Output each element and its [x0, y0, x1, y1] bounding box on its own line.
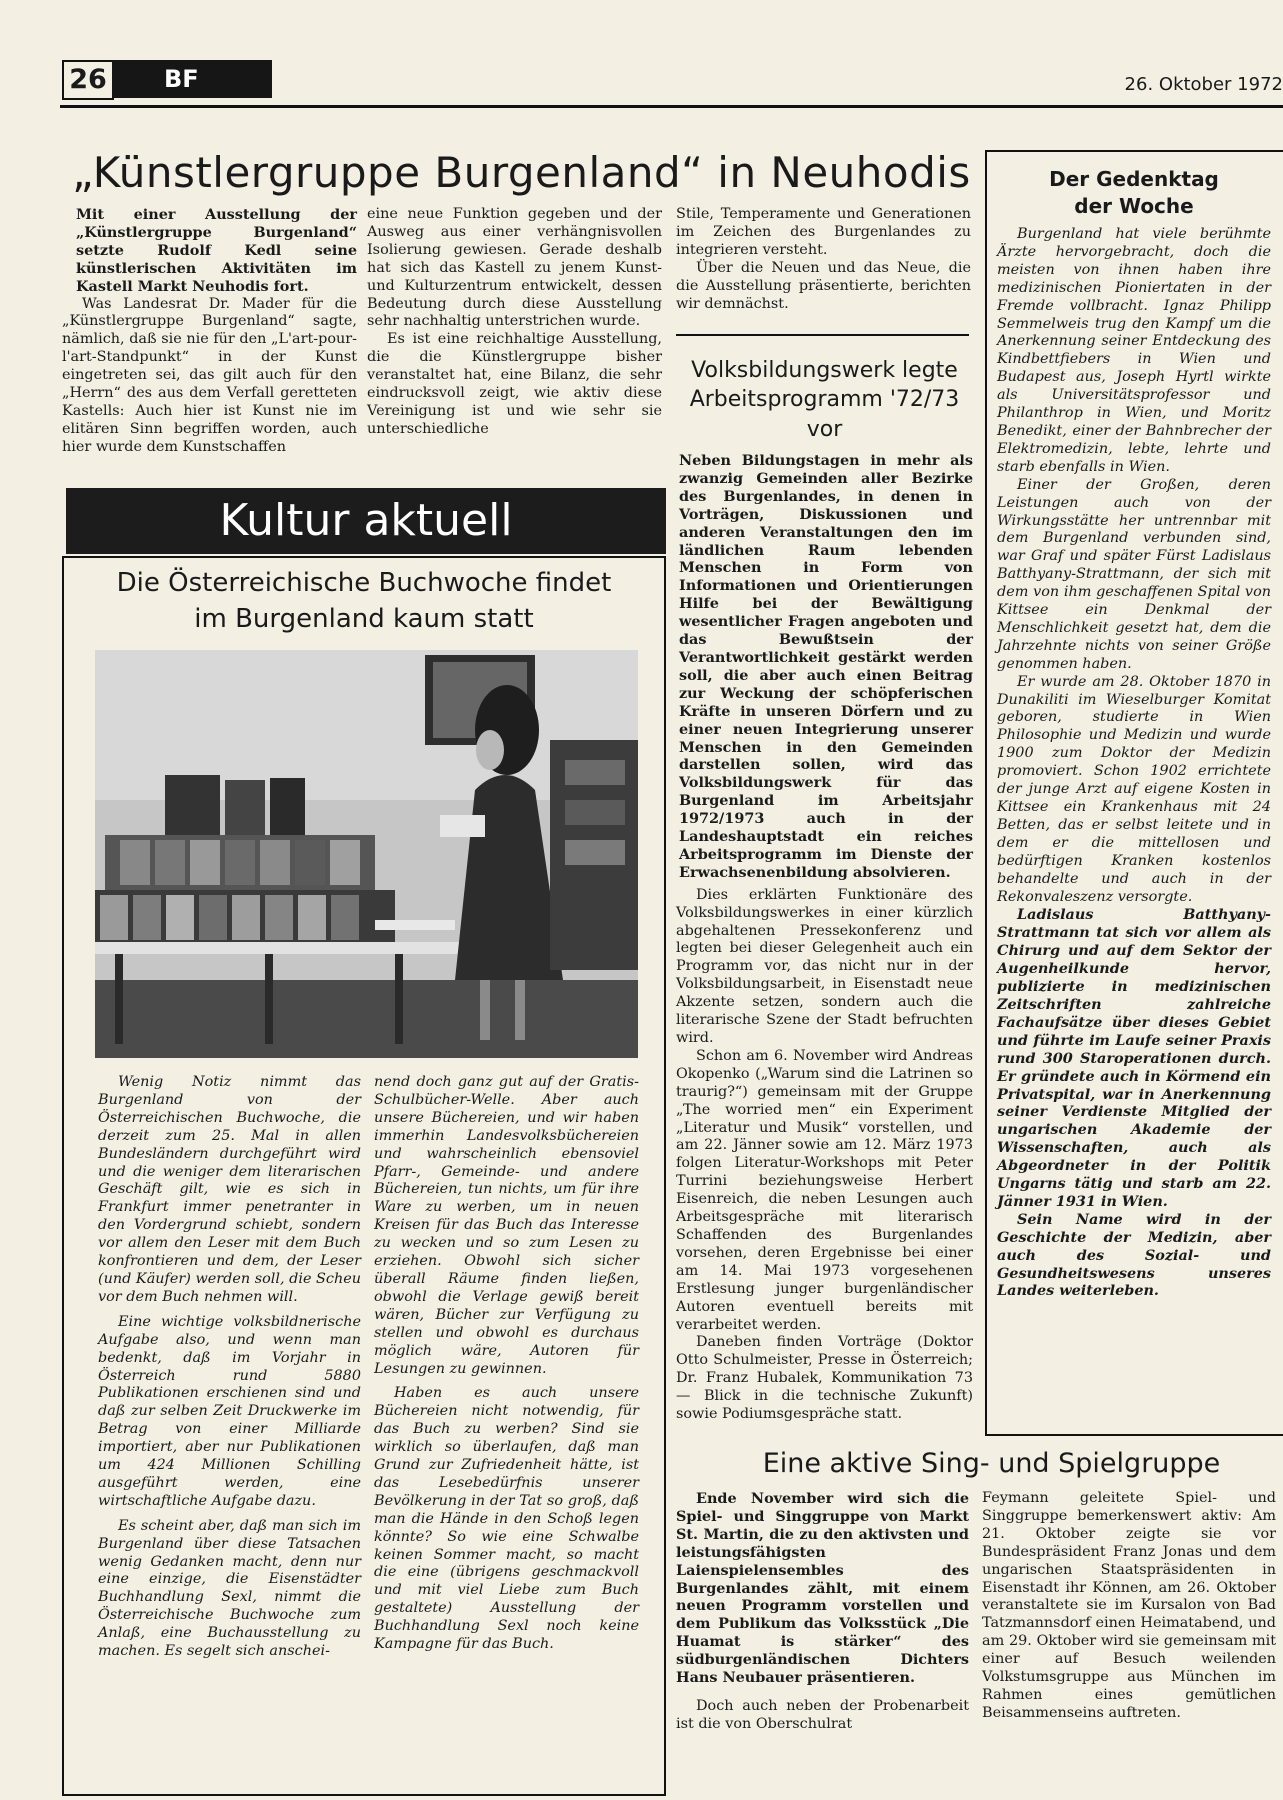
singgruppe-column-2: [982, 1490, 1276, 1723]
buchwoche-column-2: [374, 1074, 639, 1654]
kuenstler-column-2: [367, 206, 662, 439]
gedenktag-headline-line1: Der Gedenktag: [1049, 167, 1219, 191]
volksbildung-paragraph: Schon am 6. November wird Andreas Okopenko („Warum sind die Latrinen so traurig?“) gemeinsam mit der Gruppe „The worried men“ ein Experiment „Literatur und Musik“ vorstellen, und am 22. Jänner sowie am 12. März 1973 folgen Literatur-Workshops mit Peter Turrini beziehungsweise Herbert Eisenreich, die neben Lesungen auch Arbeitsgespräche mit literarisch Schaffenden des Burgenlandes vorsehen, deren Ergebnisse bei einer am 14. Mai 1973 vorgesehenen Erstlesung junger burgenländischer Autoren eventuell bereits mit verarbeitet werden.: [676, 1047, 973, 1333]
kuenstler-paragraph: Es ist eine reichhaltige Ausstellung, die die Künstlergruppe bisher veranstaltet hat, eine Bilanz, die sehr eindrucksvoll zeigt, wie aktiv diese Vereinigung ist und wie sehr sie unterschiedliche: [367, 331, 662, 437]
gedenktag-paragraph: Burgenland hat viele berühmte Ärzte hervorgebracht, doch die meisten von ihnen haben ihre medizinischen Pioniertaten in der Fremde vollbracht. Ignaz Philipp Semmelweis trug den Kampf um die Anerkennung seiner Entdeckung des Kindbettfiebers in Wien und Budapest aus, Joseph Hyrtl wirkte als Universitätsprofessor und Philanthrop in Wien, und Moritz Benedikt, einer der Bahnbrecher der Elektromedizin, lebte, lehrte und starb ebenfalls in Wien.: [997, 226, 1271, 475]
header-rule: [60, 105, 1283, 108]
buchwoche-paragraph: Es scheint aber, daß man sich im Burgenland über diese Tatsachen wenig Gedanken macht, denn nur eine einzige, die Eisenstädter Buchhandlung Sexl, nimmt die Österreichische Buchwoche zum Anlaß, eine Buchausstellung zu machen. Es segelt sich anschei-: [98, 1517, 361, 1660]
article-title-kuenstlergruppe: „Künstlergruppe Burgenland“ in Neuhodis: [72, 148, 971, 197]
buchwoche-headline-line1: Die Österreichische Buchwoche findet: [116, 568, 612, 598]
buchwoche-paragraph: nend doch ganz gut auf der Gratis-Schulbücher-Welle. Aber auch unsere Büchereien, und wir haben immerhin Landesvolksbüchereien und wahrscheinlich ebensoviel Pfarr-, Gemeinde- und andere Büchereien, tun nichts, um für ihre Ware zu werben, um in neuen Kreisen für das Buch das Interesse zu wecken und so zum Lesen zu erziehen. Obwohl sich sicher überall Räume finden ließen, obwohl die Verlage gewiß bereit wären, Bücher zur Verfügung zu stellen und obwohl es durchaus möglich wäre, Autoren für Lesungen zu gewinnen.: [374, 1074, 639, 1377]
bookshop-photo: [95, 650, 638, 1058]
singgruppe-column-1: [676, 1490, 969, 1734]
gedenktag-paragraph: Er wurde am 28. Oktober 1870 in Dunakiliti im Wieselburger Komitat geboren, studierte in Wien Philosophie und Medizin und wurde 1900 zum Doktor der Medizin promoviert. Schon 1902 errichtete der junge Arzt auf eigene Kosten in Kittsee ein Krankenhaus mit 24 Betten, das er selbst leitete und in dem er die mittellosen und bedürftigen Kranken kostenlos behandelte und auch in der Rekonvaleszenz versorgte.: [997, 673, 1271, 905]
singgruppe-lead: Ende November wird sich die Spiel- und Singgruppe von Markt St. Martin, die zu den aktivsten und leistungsfähigsten Laienspielensembles des Burgenlandes zählt, mit einem neuen Programm vorstellen und dem Publikum das Volksstück „Die Huamat is stärker“ des südburgenländischen Dichters Hans Neubauer präsentieren.: [676, 1490, 969, 1687]
bookshop-photo-illustration: [95, 650, 638, 1058]
gedenktag-paragraph: Ladislaus Batthyany-Strattmann tat sich vor allem als Chirurg und auf dem Sektor der Augenheilkunde hervor, publizierte in medizinischen Zeitschriften zahlreiche Fachaufsätze über dieses Gebiet und führte im Laufe seiner Praxis rund 300 Staroperationen durch. Er gründete auch in Körmend ein Privatspital, war in Anerkennung seiner Verdienste Mitglied der ungarischen Akademie der Wissenschaften, auch als Abgeordneter in der Politik Ungarns tätig und starb am 22. Jänner 1931 in Wien.: [997, 906, 1271, 1210]
buchwoche-column-1: [98, 1074, 361, 1661]
singgruppe-paragraph: Doch auch neben der Probenarbeit ist die von Oberschulrat: [676, 1697, 969, 1732]
gedenktag-paragraph: Sein Name wird in der Geschichte der Medizin, aber auch des Sozial- und Gesundheitswesens unseres Landes weiterleben.: [997, 1210, 1271, 1300]
buchwoche-paragraph: Eine wichtige volksbildnerische Aufgabe also, und wenn man bedenkt, daß im Vorjahr in Österreich rund 5880 Publikationen erschienen sind und daß zur selben Zeit Druckwerke im Betrag von einer Milliarde importiert, aber nur Publikationen um 424 Millionen Schilling ausgeführt werden, eine wirtschaftliche Aufgabe dazu.: [98, 1313, 361, 1509]
kuenstler-column-1: [62, 206, 357, 457]
singgruppe-headline: Eine aktive Sing- und Spielgruppe: [762, 1448, 1221, 1479]
section-banner-kultur-aktuell: Kultur aktuell: [66, 488, 666, 554]
kuenstler-paragraph: Stile, Temperamente und Generationen im Zeichen des Burgenlandes zu integrieren versteht.: [676, 206, 971, 258]
kuenstler-lead: Mit einer Ausstellung der „Künstlergruppe Burgenland“ setzte Rudolf Kedl seine künstlerischen Aktivitäten im Kastell Markt Neuhodis fort.: [76, 206, 357, 295]
kuenstler-paragraph: eine neue Funktion gegeben und der Ausweg aus einer verhängnisvollen Isolierung gewiesen. Gerade deshalb hat sich das Kastell zu jenem Kunst- und Kulturzentrum entwickelt, dessen Bedeutung durch diese Ausstellung sehr nachhaltig unterstrichen wurde.: [367, 206, 662, 330]
publication-logo: BF: [164, 65, 199, 93]
column-rule: [676, 334, 969, 336]
singgruppe-paragraph: Feymann geleitete Spiel- und Singgruppe bemerkenswert aktiv: Am 21. Oktober zeigte sie vor Bundespräsident Franz Jonas und dem ungarischen Staatspräsidenten in Eisenstadt ihr Können, am 26. Oktober veranstaltete sie im Kursalon von Bad Tatzmannsdorf einen Heimatabend, und am 29. Oktober wird sie gemeinsam mit einer auf Besuch weilenden Volkstumsgruppe aus München im Rahmen eines gemütlichen Beisammenseins auftreten.: [982, 1490, 1276, 1721]
issue-date: 26. Oktober 1972: [1124, 74, 1283, 95]
publication-logo-bar: [112, 60, 272, 98]
volksbildung-lead: Neben Bildungstagen in mehr als zwanzig Gemeinden aller Bezirke des Burgenlandes, in denen in Vorträgen, Diskussionen und anderen Veranstaltungen den im ländlichen Raum lebenden Menschen in Form von Informationen und Orientierungen Hilfe bei der Bewältigung wesentlicher Fragen angeboten und das Bewußtsein der Verantwortlichkeit gestärkt werden soll, die aber auch einen Beitrag zur Weckung der schöpferischen Kräfte in unseren Dörfern und zu einer neuen Integrierung unserer Menschen in den Gemeinden darstellen sollen, wird das Volksbildungswerk für das Burgenland im Arbeitsjahr 1972/1973 auch in der Landeshauptstadt ein reiches Arbeitsprogramm im Dienste der Erwachsenenbildung absolvieren.: [679, 452, 973, 881]
gedenktag-headline-line2: der Woche: [1074, 194, 1194, 218]
buchwoche-paragraph: Wenig Notiz nimmt das Burgenland von der Österreichischen Buchwoche, die derzeit zum 25. Mal in allen Bundesländern durchgeführt wird und die weniger dem literarischen Geschäft gilt, wie es sich in Frankfurt immer penetranter in den Vordergrund schiebt, sondern vor allem den Leser mit dem Buch konfrontieren und dem, der Leser (und Käufer) werden soll, die Scheu vor dem Buch nehmen will.: [98, 1074, 362, 1305]
volksbildung-headline-line1: Volksbildungswerk legte: [691, 358, 958, 383]
gedenktag-paragraph: Einer der Großen, deren Leistungen auch von der Wirkungsstätte her untrennbar mit dem Burgenland verbunden sind, war Graf und später Fürst Ladislaus Batthyany-Strattmann, der sich mit dem von ihm geschaffenen Spital von Kittsee ein Denkmal der Menschlichkeit gesetzt hat, dem die Jahrzehnte nichts von seiner Größe genommen haben.: [997, 476, 1271, 672]
buchwoche-headline-line2: im Burgenland kaum statt: [194, 604, 534, 634]
volksbildung-article: [676, 357, 973, 1424]
buchwoche-paragraph: Haben es auch unsere Büchereien nicht notwendig, für das Buch zu werben? Sind sie wirklich so überlaufen, daß man Grund zur Zufriedenheit hätte, ist das Lesebedürfnis unserer Bevölkerung in der Tat so groß, daß man die Hände in den Schoß legen könnte? So wie eine Schwalbe keinen Sommer macht, so macht die eine (übrigens geschmackvoll und mit viel Liebe zum Buch gestaltete) Ausstellung der Buchhandlung Sexl noch keine Kampagne für das Buch.: [374, 1385, 639, 1653]
kuenstler-column-3: [676, 206, 971, 313]
gedenktag-article: [997, 166, 1271, 1300]
page-number: 26: [62, 60, 114, 100]
kuenstler-paragraph: Über die Neuen und das Neue, die die Ausstellung präsentierte, berichten wir demnächst.: [676, 259, 971, 312]
kuenstler-paragraph: Was Landesrat Dr. Mader für die „Künstlergruppe Burgenland“ sagte, nämlich, daß sie nie für den „L'art-pour-l'art-Standpunkt“ in der Kunst eingetreten sei, das gilt auch für den „Herrn“ des aus dem Verfall geretteten Kastells: Auch hier ist Kunst nie im elitären Sinn begriffen worden, auch hier wurde dem Kunstschaffen: [62, 295, 357, 455]
volksbildung-paragraph: Daneben finden Vorträge (Doktor Otto Schulmeister, Presse in Österreich; Dr. Franz Hubalek, Kommunikation 73 — Blick in die technische Zukunft) sowie Podiumsgespräche statt.: [676, 1334, 973, 1423]
volksbildung-headline-line2: Arbeitsprogramm '72/73 vor: [689, 387, 960, 442]
volksbildung-paragraph: Dies erklärten Funktionäre des Volksbildungswerkes in einer kürzlich abgehaltenen Pressekonferenz und legten bei dieser Gelegenheit auch ein Programm vor, das nicht nur in der Volksbildungsarbeit, in Eisenstadt neue Akzente setzen, sondern auch die literarische Szene der Stadt befruchten wird.: [676, 886, 973, 1046]
